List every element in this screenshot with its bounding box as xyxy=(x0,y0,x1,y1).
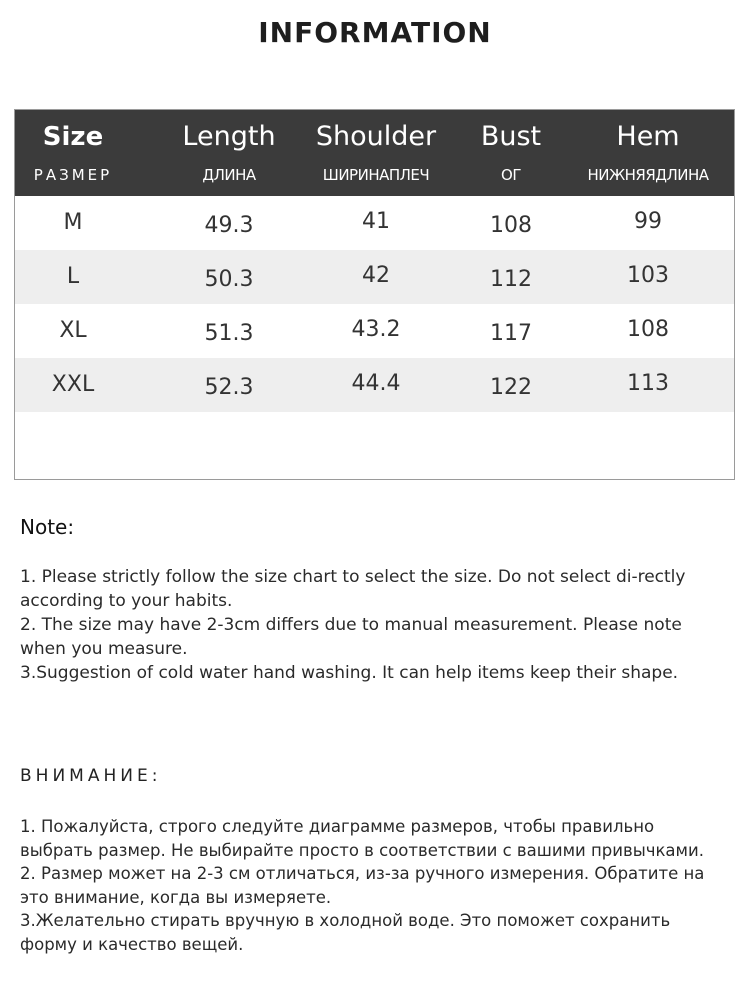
page-title: INFORMATION xyxy=(258,16,492,49)
cell-bust: 108 xyxy=(490,213,532,238)
note-ru-item: 2. Размер может на 2-3 см отличаться, из-за ручного измерения. Обратите на это внимание, когда вы измеряете. xyxy=(20,864,705,907)
table-row xyxy=(15,304,734,358)
cell-length: 52.3 xyxy=(204,375,254,400)
cell-length: 50.3 xyxy=(204,267,254,292)
header-shoulder-ru: ШИРИНАПЛЕЧ xyxy=(322,166,430,184)
cell-hem: 103 xyxy=(627,263,669,288)
header-hem-en: Hem xyxy=(616,121,680,152)
cell-size: XXL xyxy=(51,372,95,397)
header-size xyxy=(15,110,131,196)
note-ru-item: 3.Желательно стирать вручную в холодной воде. Это поможет сохранить форму и качество вещей. xyxy=(20,911,671,954)
header-size-en: Size xyxy=(42,122,104,152)
note-ru-body xyxy=(20,815,720,956)
cell-length: 51.3 xyxy=(204,321,254,346)
header-length xyxy=(155,110,303,196)
cell-size: XL xyxy=(59,318,87,343)
note-body xyxy=(20,565,710,685)
cell-size: L xyxy=(66,264,80,289)
header-length-en: Length xyxy=(182,121,276,152)
note-heading: Note: xyxy=(20,515,75,539)
cell-hem: 108 xyxy=(627,317,669,342)
header-size-ru: РАЗМЕР xyxy=(33,166,113,184)
table-row xyxy=(15,358,734,412)
cell-shoulder: 41 xyxy=(362,209,390,234)
note-ru-heading: ВНИМАНИЕ: xyxy=(20,766,162,786)
header-hem-ru: НИЖНЯЯДЛИНА xyxy=(587,166,709,184)
cell-hem: 113 xyxy=(627,371,669,396)
note-item: 3.Suggestion of cold water hand washing. It can help items keep their shape. xyxy=(20,663,679,683)
table-row xyxy=(15,196,734,250)
cell-size: M xyxy=(63,210,83,235)
cell-shoulder: 42 xyxy=(362,263,390,288)
cell-bust: 117 xyxy=(490,321,532,346)
note-item: 2. The size may have 2-3cm differs due to manual measurement. Please note when you measure. xyxy=(20,615,682,659)
size-chart-table xyxy=(14,109,735,480)
table-header xyxy=(15,110,734,196)
header-length-ru: ДЛИНА xyxy=(202,166,256,184)
header-bust-en: Bust xyxy=(480,121,542,152)
header-bust-ru: ОГ xyxy=(501,166,521,184)
cell-bust: 122 xyxy=(490,375,532,400)
cell-shoulder: 44.4 xyxy=(351,371,401,396)
cell-length: 49.3 xyxy=(204,213,254,238)
note-ru-item: 1. Пожалуйста, строго следуйте диаграмме размеров, чтобы правильно выбрать размер. Не выбирайте просто в соответствии с вашими привычками. xyxy=(20,817,704,860)
header-shoulder-en: Shoulder xyxy=(315,121,437,152)
cell-bust: 112 xyxy=(490,267,532,292)
cell-hem: 99 xyxy=(634,209,662,234)
cell-shoulder: 43.2 xyxy=(351,317,401,342)
table-row xyxy=(15,250,734,304)
header-hem xyxy=(573,110,723,196)
note-item: 1. Please strictly follow the size chart to select the size. Do not select di-rectly according to your habits. xyxy=(20,567,686,611)
header-shoulder xyxy=(303,110,449,196)
header-bust xyxy=(449,110,573,196)
